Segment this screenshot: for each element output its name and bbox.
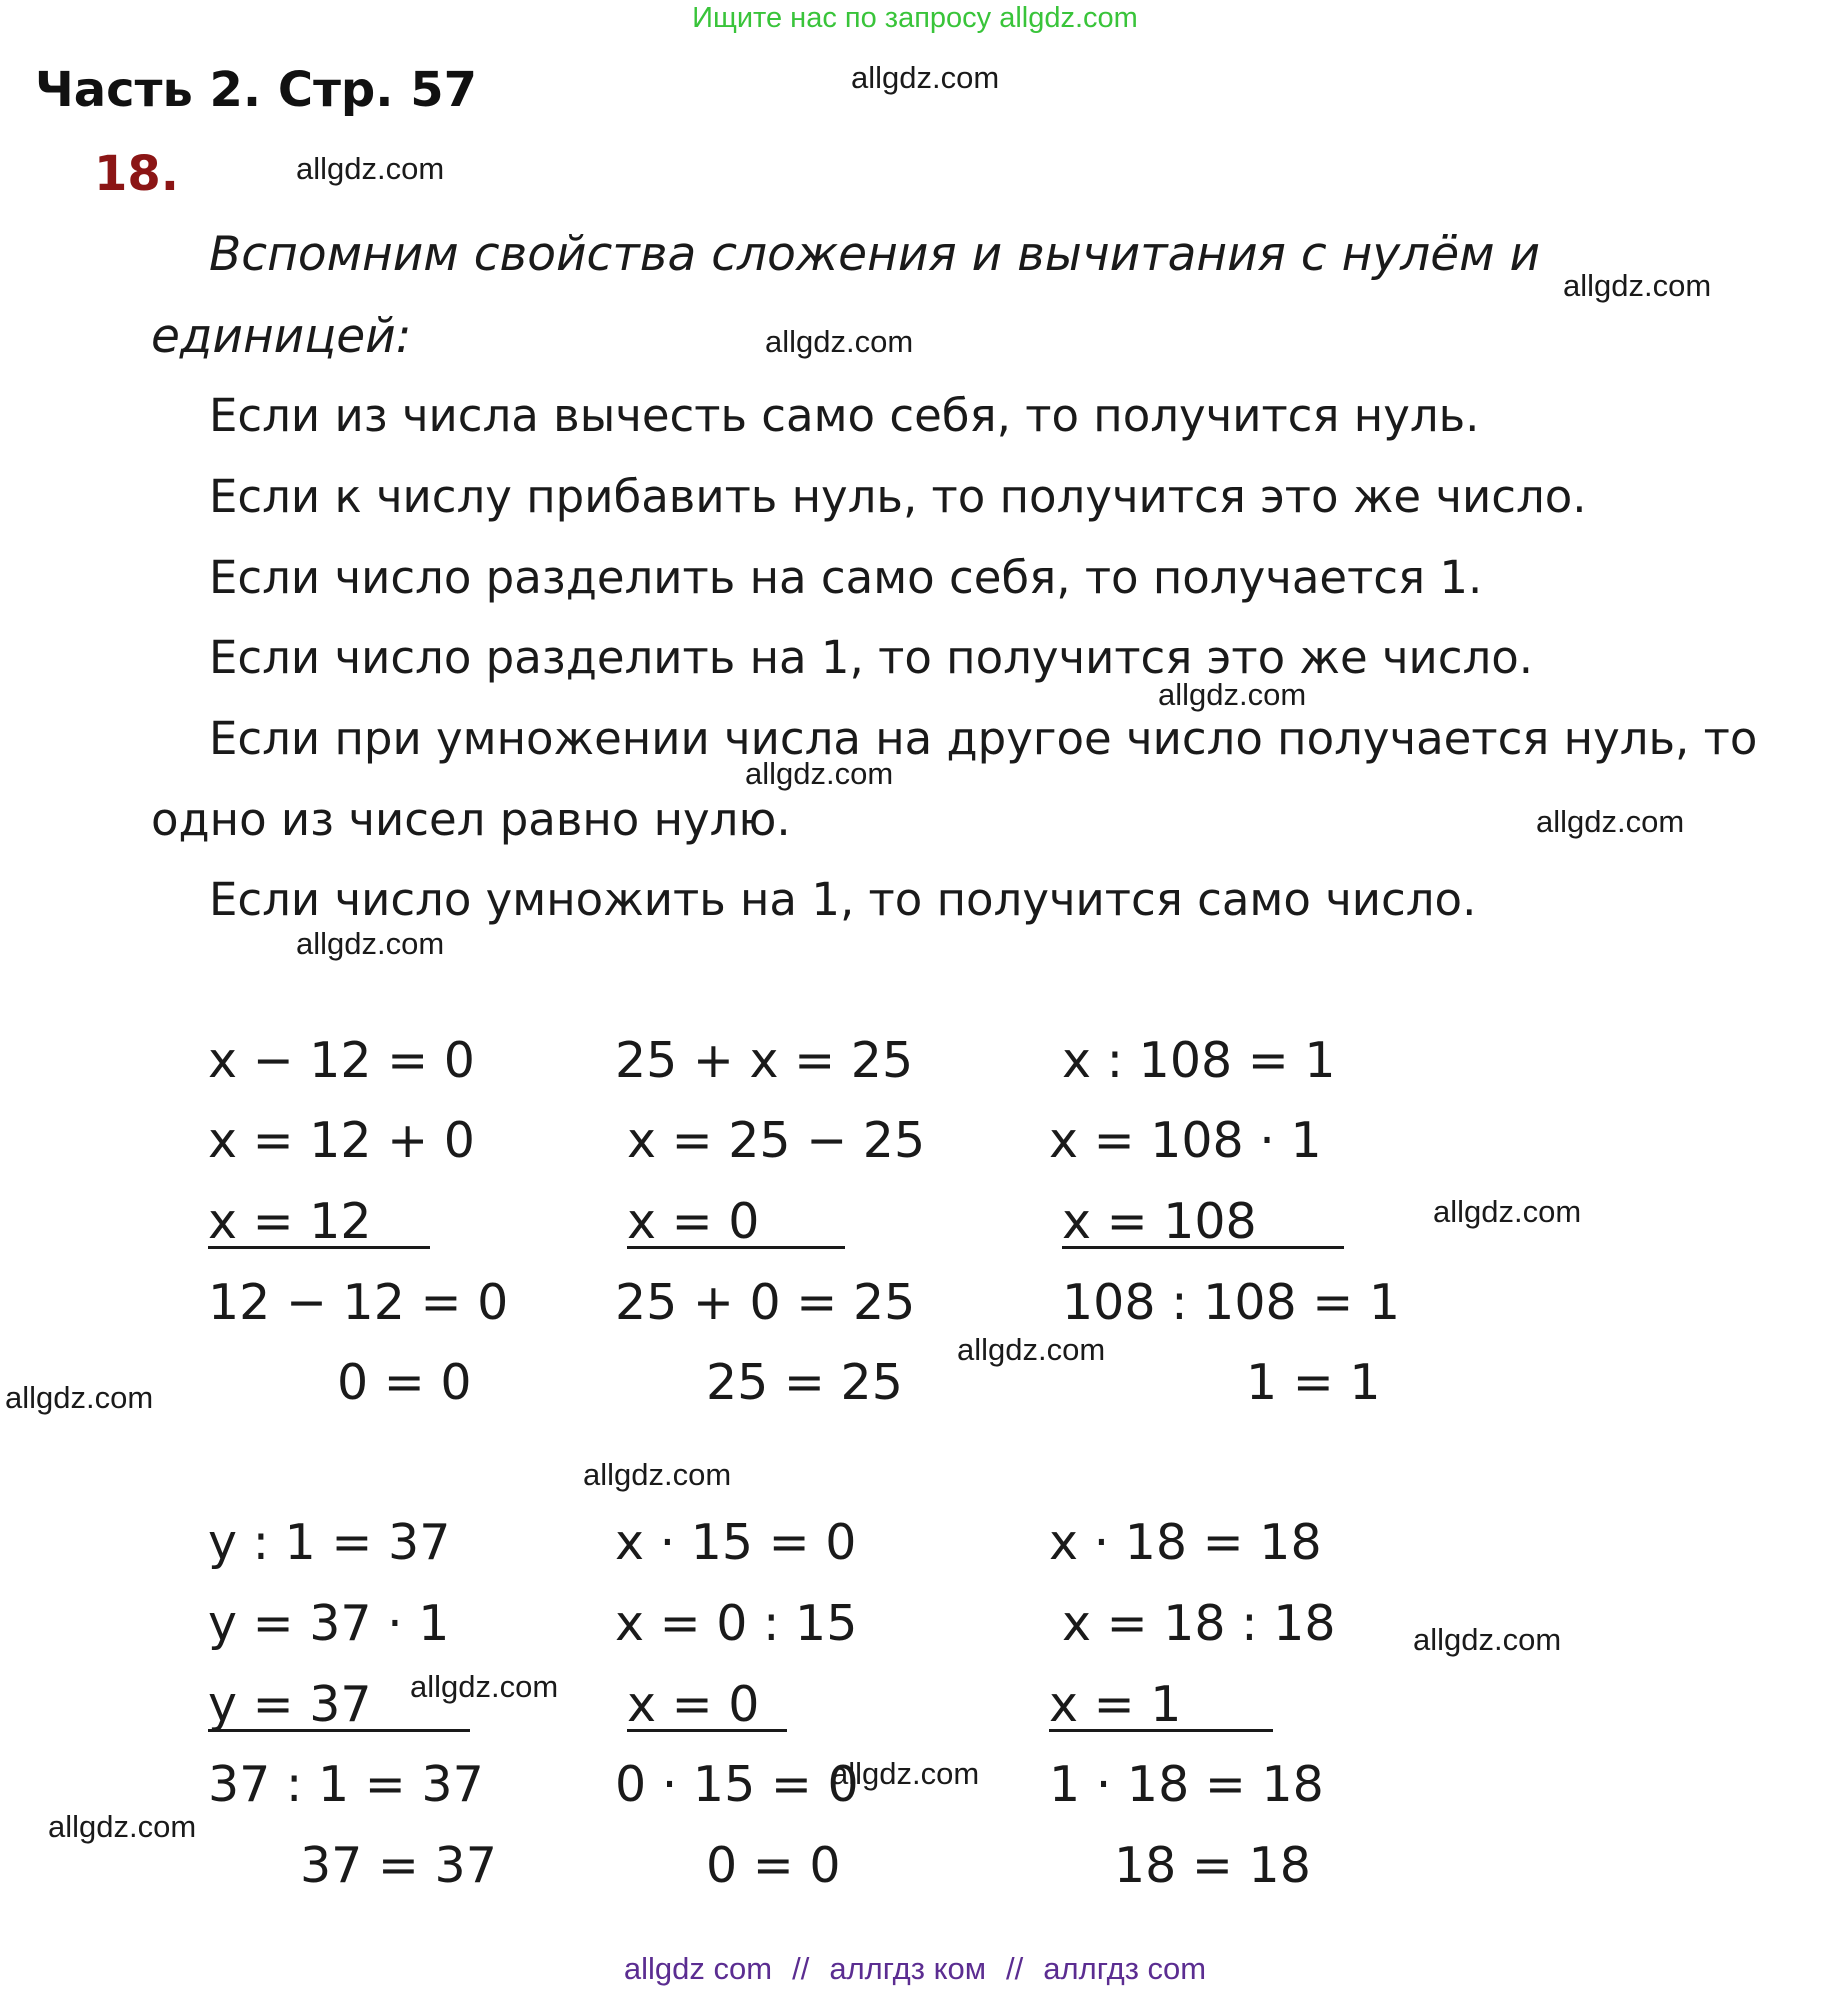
equation-line: x = 108 · 1: [1049, 1112, 1322, 1169]
equation-line: x − 12 = 0: [208, 1032, 475, 1089]
equation-line: y : 1 = 37: [208, 1514, 451, 1571]
equation-line: x = 0 : 15: [615, 1595, 858, 1652]
watermark: allgdz.com: [765, 324, 914, 359]
equation-check-result: 25 = 25: [706, 1354, 903, 1411]
watermark: allgdz.com: [5, 1380, 154, 1415]
equation-line: x · 18 = 18: [1049, 1514, 1322, 1571]
watermark: allgdz.com: [410, 1669, 559, 1704]
watermark: allgdz.com: [957, 1332, 1106, 1367]
footer-link[interactable]: allgdz com: [623, 1951, 773, 1986]
rule-line: Если число умножить на 1, то получится само число.: [209, 873, 1477, 926]
rule-line: одно из чисел равно нулю.: [151, 793, 791, 846]
rule-line: Если число разделить на 1, то получится это же число.: [209, 631, 1534, 684]
rule-line: Если к числу прибавить нуль, то получится это же число.: [209, 470, 1587, 523]
footer-link[interactable]: аллгдз com: [1043, 1951, 1207, 1986]
equation-answer: x = 0: [627, 1197, 845, 1249]
rule-line: Если при умножении числа на другое число получается нуль, то: [209, 712, 1758, 765]
watermark: allgdz.com: [1433, 1194, 1582, 1229]
watermark: allgdz.com: [296, 926, 445, 961]
rule-line: Если число разделить на само себя, то получается 1.: [209, 551, 1483, 604]
equation-line: x = 18 : 18: [1062, 1595, 1336, 1652]
watermark: allgdz.com: [851, 60, 1000, 95]
equation-check: 108 : 108 = 1: [1062, 1274, 1401, 1331]
equation-answer: x = 108: [1062, 1197, 1344, 1249]
watermark: allgdz.com: [1563, 268, 1712, 303]
task-number: 18.: [94, 146, 180, 202]
equation-check-result: 37 = 37: [300, 1837, 497, 1894]
watermark: allgdz.com: [831, 1756, 980, 1791]
equation-answer: y = 37: [208, 1680, 470, 1732]
equation-answer: x = 1: [1049, 1680, 1273, 1732]
footer: [0, 1953, 1830, 1984]
equation-line: x : 108 = 1: [1062, 1032, 1336, 1089]
equation-line: x · 15 = 0: [615, 1514, 857, 1571]
equation-check-result: 0 = 0: [337, 1354, 472, 1411]
equation-check-result: 1 = 1: [1246, 1354, 1381, 1411]
watermark: allgdz.com: [1413, 1622, 1562, 1657]
watermark: allgdz.com: [1158, 677, 1307, 712]
intro-line-1: Вспомним свойства сложения и вычитания с нулём и: [209, 227, 1541, 282]
footer-separator: //: [792, 1951, 810, 1986]
watermark: allgdz.com: [745, 756, 894, 791]
equation-answer: x = 12: [208, 1197, 430, 1249]
equation-line: x = 12 + 0: [208, 1112, 475, 1169]
equation-check: 0 · 15 = 0: [615, 1756, 859, 1813]
equation-line: y = 37 · 1: [208, 1595, 450, 1652]
rule-line: Если из числа вычесть само себя, то получится нуль.: [209, 389, 1480, 442]
equation-check: 1 · 18 = 18: [1049, 1756, 1324, 1813]
equation-check: 25 + 0 = 25: [615, 1274, 916, 1331]
watermark: allgdz.com: [48, 1809, 197, 1844]
intro-line-2: единицей:: [151, 309, 412, 364]
equation-check-result: 0 = 0: [706, 1837, 841, 1894]
equation-line: x = 25 − 25: [627, 1112, 926, 1169]
top-banner: Ищите нас по запросу allgdz.com: [692, 2, 1138, 34]
equation-check: 12 − 12 = 0: [208, 1274, 509, 1331]
equation-check-result: 18 = 18: [1114, 1837, 1311, 1894]
equation-line: 25 + x = 25: [615, 1032, 914, 1089]
watermark: allgdz.com: [296, 151, 445, 186]
watermark: allgdz.com: [1536, 804, 1685, 839]
page-title: Часть 2. Стр. 57: [35, 62, 478, 118]
footer-link[interactable]: аллгдз ком: [829, 1951, 987, 1986]
equation-check: 37 : 1 = 37: [208, 1756, 484, 1813]
equation-answer: x = 0: [627, 1680, 787, 1732]
watermark: allgdz.com: [583, 1457, 732, 1492]
footer-separator: //: [1006, 1951, 1024, 1986]
